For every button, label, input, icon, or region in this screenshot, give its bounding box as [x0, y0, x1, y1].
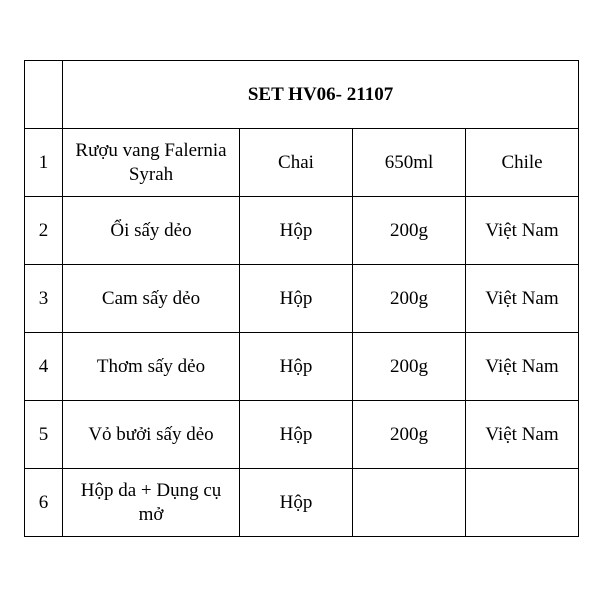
product-unit: Hộp — [240, 401, 353, 469]
table-row — [25, 469, 579, 537]
product-origin: Việt Nam — [466, 197, 579, 265]
product-origin: Việt Nam — [466, 401, 579, 469]
product-unit: Chai — [240, 129, 353, 197]
product-origin: Chile — [466, 129, 579, 197]
table-row — [25, 197, 579, 265]
product-quantity: 200g — [353, 333, 466, 401]
row-number: 3 — [25, 265, 63, 333]
product-origin — [466, 469, 579, 537]
product-quantity: 200g — [353, 265, 466, 333]
set-title: SET HV06- 21107 — [63, 61, 579, 129]
table-row — [25, 129, 579, 197]
row-number: 2 — [25, 197, 63, 265]
product-name: Hộp da + Dụng cụ mở — [63, 469, 240, 537]
product-quantity: 650ml — [353, 129, 466, 197]
table-row — [25, 401, 579, 469]
table-row — [25, 265, 579, 333]
product-unit: Hộp — [240, 197, 353, 265]
row-number: 1 — [25, 129, 63, 197]
product-quantity: 200g — [353, 401, 466, 469]
product-name: Thơm sấy dẻo — [63, 333, 240, 401]
product-origin: Việt Nam — [466, 333, 579, 401]
product-quantity: 200g — [353, 197, 466, 265]
table-row — [25, 333, 579, 401]
product-name: Cam sấy dẻo — [63, 265, 240, 333]
product-name: Ổi sấy dẻo — [63, 197, 240, 265]
header-blank-cell — [25, 61, 63, 129]
product-name: Rượu vang Falernia Syrah — [63, 129, 240, 197]
product-quantity — [353, 469, 466, 537]
table-header-row — [25, 61, 579, 129]
row-number: 6 — [25, 469, 63, 537]
product-unit: Hộp — [240, 333, 353, 401]
product-set-table — [24, 60, 579, 537]
product-unit: Hộp — [240, 265, 353, 333]
row-number: 4 — [25, 333, 63, 401]
product-unit: Hộp — [240, 469, 353, 537]
product-origin: Việt Nam — [466, 265, 579, 333]
product-name: Vỏ bưởi sấy dẻo — [63, 401, 240, 469]
row-number: 5 — [25, 401, 63, 469]
